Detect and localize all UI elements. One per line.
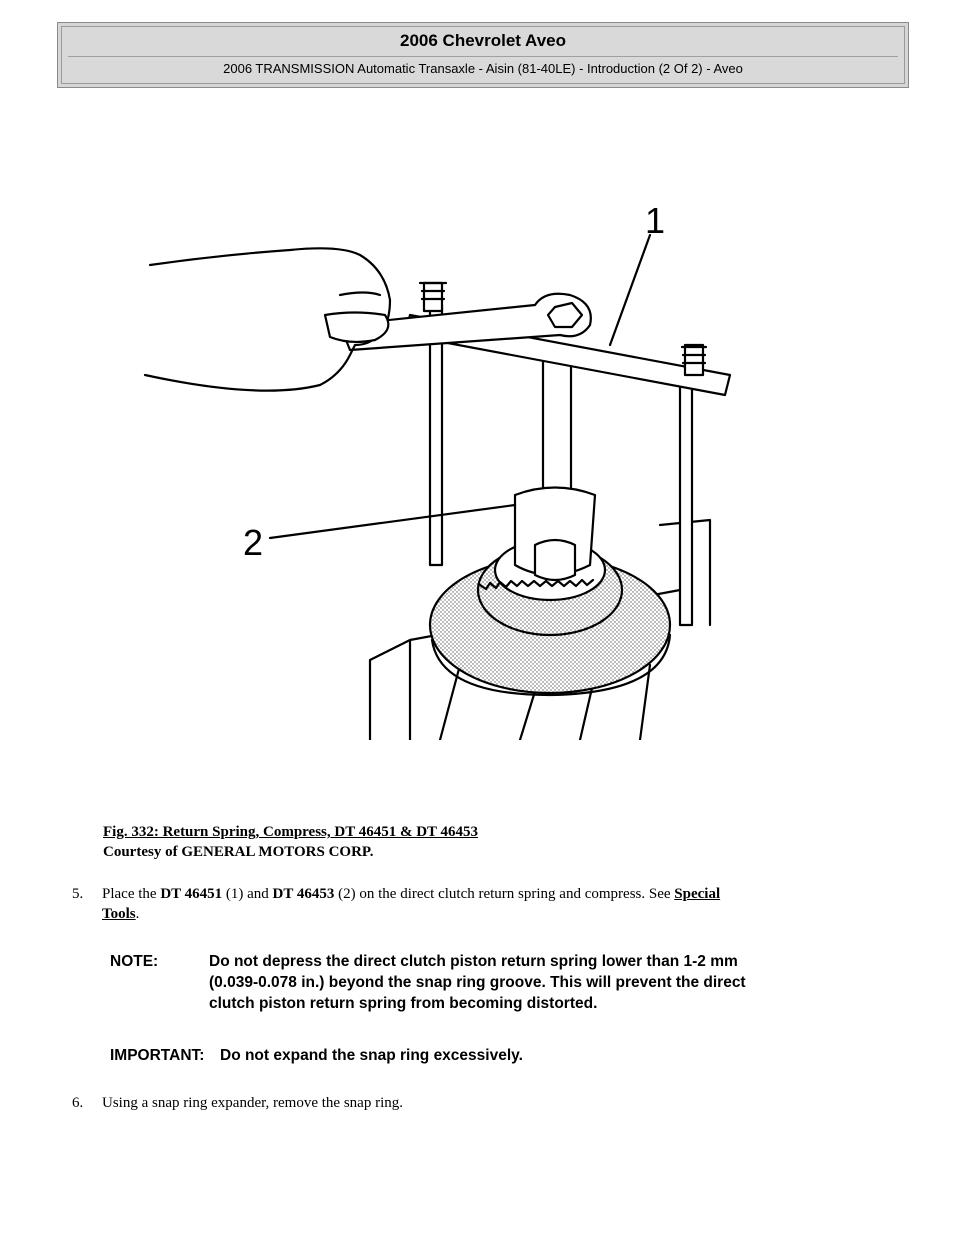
document-title: 2006 Chevrolet Aveo bbox=[400, 31, 566, 50]
header-divider bbox=[68, 56, 898, 57]
step-6: 6. Using a snap ring expander, remove the snap ring. bbox=[72, 1095, 403, 1111]
special-tools-link[interactable]: Special bbox=[674, 886, 721, 902]
header-inner bbox=[61, 26, 905, 84]
figure-title: Fig. 332: Return Spring, Compress, DT 46451 & DT 46453 bbox=[103, 824, 479, 840]
document-header bbox=[57, 22, 909, 88]
note-block bbox=[110, 951, 910, 1021]
leader-line-1 bbox=[610, 235, 650, 345]
note-line: Do not depress the direct clutch piston return spring lower than 1-2 mm bbox=[209, 953, 738, 970]
note-line: clutch piston return spring from becoming distorted. bbox=[209, 995, 598, 1012]
figure-caption bbox=[103, 822, 478, 862]
document-subtitle: 2006 TRANSMISSION Automatic Transaxle - Aisin (81-40LE) - Introduction (2 Of 2) - Aveo bbox=[223, 61, 743, 76]
step-number: 6. bbox=[72, 1095, 84, 1111]
important-label: IMPORTANT: bbox=[110, 1047, 205, 1064]
return-spring-compressor-illustration bbox=[140, 195, 740, 740]
important-block bbox=[110, 1045, 910, 1069]
note-label: NOTE: bbox=[110, 953, 159, 970]
right-rod bbox=[680, 385, 692, 625]
special-tools-link-continued[interactable]: Tools bbox=[102, 906, 136, 922]
important-line: Do not expand the snap ring excessively. bbox=[220, 1047, 523, 1064]
step-5-continued: Tools. bbox=[102, 906, 140, 922]
note-line: (0.039-0.078 in.) beyond the snap ring groove. This will prevent the direct bbox=[209, 974, 746, 991]
tool-dt-46451: DT 46451 bbox=[160, 886, 223, 902]
callout-2: 2 bbox=[243, 522, 264, 563]
step-5: 5. Place the DT 46451 (1) and DT 46453 (2) on the direct clutch return spring and compress. See Special bbox=[72, 886, 721, 902]
leader-line-2 bbox=[270, 505, 515, 538]
step-number: 5. bbox=[72, 886, 84, 902]
callout-1: 1 bbox=[645, 200, 666, 241]
figure-courtesy: Courtesy of GENERAL MOTORS CORP. bbox=[103, 844, 374, 860]
tool-dt-46453: DT 46453 bbox=[272, 886, 335, 902]
